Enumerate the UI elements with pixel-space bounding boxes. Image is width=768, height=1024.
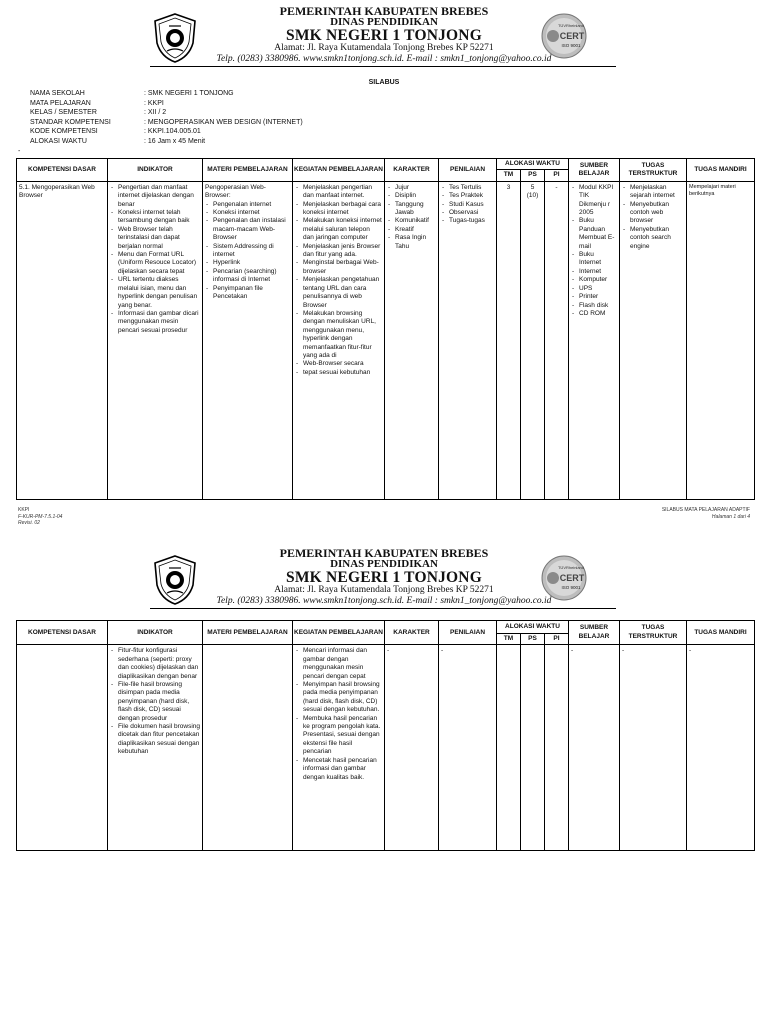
- cell-tm: [497, 181, 521, 499]
- list-item: - Komunikatif: [387, 217, 436, 225]
- th-kompetensi-dasar: KOMPETENSI DASAR: [17, 159, 108, 182]
- empty-dash: -: [441, 647, 444, 655]
- th-materi: MATERI PEMBELAJARAN: [203, 621, 293, 645]
- iso-text: ISO 9001: [561, 585, 581, 590]
- header-department: DINAS PENDIDIKAN: [330, 16, 438, 28]
- header-rule: [150, 608, 616, 609]
- header-department: DINAS PENDIDIKAN: [330, 558, 438, 570]
- tugas-mandiri-text: Mempelajari materi berikutnya: [689, 183, 736, 197]
- info-label: STANDAR KOMPETENSI: [30, 118, 111, 126]
- list-item: - Membuka hasil pencarian ke program pengolah kata. Presentasi, sesuai dengan ekstensi file hasil pencarian: [295, 715, 382, 757]
- cell-penilaian: [439, 181, 497, 499]
- th-karakter: KARAKTER: [385, 159, 439, 182]
- header-rule: [150, 66, 616, 67]
- th-kegiatan: KEGIATAN PEMBELAJARAN: [293, 159, 385, 182]
- cell-sumber-belajar: [569, 645, 620, 851]
- list-item: - Buku Internet: [571, 251, 617, 268]
- info-value: : SMK NEGERI 1 TONJONG: [144, 90, 234, 97]
- th-alokasi-waktu: ALOKASI WAKTU: [497, 159, 569, 170]
- list-item: - Printer: [571, 293, 617, 301]
- info-label: MATA PELAJARAN: [30, 99, 91, 107]
- th-indikator: INDIKATOR: [108, 159, 203, 182]
- cell-kompetensi-dasar: [17, 645, 108, 851]
- syllabus-table: [16, 620, 755, 851]
- list-item: - Flash disk: [571, 302, 617, 310]
- kd-text: 5.1. Mengoperasikan Web Browser: [19, 183, 95, 200]
- list-item: - Modul KKPI TIK Dikmenju r 2005: [571, 184, 617, 218]
- list-item: - Pengertian dan manfaat internet dijelaskan dengan benar: [110, 184, 200, 209]
- list-item: - Fitur-fitur konfigurasi sederhana (seperti: proxy dan cookies) dijelaskan dan diaplikasikan dengan benar: [110, 647, 200, 681]
- list-item: - Mencetak hasil pencarian informasi dan gambar dengan kualitas baik.: [295, 757, 382, 782]
- list-item: - Web-Browser secara: [295, 360, 382, 368]
- list-item: - Menjelaskan berbagai cara koneksi internet: [295, 201, 382, 218]
- list-item: - Kreatif: [387, 226, 436, 234]
- list-item: - Rasa Ingin Tahu: [387, 234, 436, 251]
- tuv-cert-seal: [541, 13, 587, 59]
- info-row: [30, 99, 303, 109]
- list-item: - Koneksi internet: [205, 209, 290, 217]
- th-materi: MATERI PEMBELAJARAN: [203, 159, 293, 182]
- footer-left: [18, 507, 62, 527]
- list-item: - Jujur: [387, 184, 436, 192]
- iso-text: ISO 9001: [561, 43, 581, 48]
- footer-revision: Revisi. 02: [18, 520, 40, 526]
- list-item: - File-file hasil browsing disimpan pada media penyimpanan (hard disk, flash disk, CD) sesuai dengan prosedur: [110, 681, 200, 723]
- cell-kegiatan: [293, 181, 385, 499]
- footer-subject: KKPI: [18, 507, 30, 513]
- list-item: - Web Browser telah terinstalasi dan dapat berjalan normal: [110, 226, 200, 251]
- list-item: - Koneksi internet telah tersambung dengan baik: [110, 209, 200, 226]
- footer-right: [662, 507, 750, 520]
- list-item: - Studi Kasus: [441, 201, 494, 209]
- syllabus-info: [30, 89, 303, 147]
- list-item: - Hyperlink: [205, 259, 290, 267]
- list-item: - Tugas-tugas: [441, 217, 494, 225]
- info-value: : 16 Jam x 45 Menit: [144, 137, 206, 145]
- cell-penilaian: [439, 645, 497, 851]
- tm-value: 3: [506, 183, 511, 191]
- cell-karakter: [385, 645, 439, 851]
- info-label: NAMA SEKOLAH: [30, 90, 85, 97]
- th-penilaian: PENILAIAN: [439, 621, 497, 645]
- letterhead: [0, 0, 768, 62]
- empty-dash: -: [689, 647, 692, 655]
- header-contact: Telp. (0283) 3380986. www.smkn1tonjong.sch.id. E-mail : smkn1_tonjong@yahoo.co.id: [216, 54, 552, 64]
- empty-dash: -: [571, 647, 574, 655]
- footer-form-code: F-KUR-PM-7.5.1-04: [18, 513, 63, 520]
- stray-dash: -: [18, 148, 21, 155]
- list-item: - Menjelaskan pengetahuan tentang URL dan cara penulisannya di web Browser: [295, 276, 382, 310]
- info-label: KODE KOMPETENSI: [30, 128, 98, 136]
- th-pi: PI: [545, 634, 569, 645]
- cell-karakter: [385, 181, 439, 499]
- letterhead: [0, 542, 768, 604]
- tuv-cert-seal: [541, 555, 587, 601]
- list-item: - Pengenalan dan instalasi macam-macam Web-Browser: [205, 217, 290, 242]
- cert-text: CERT: [559, 31, 585, 41]
- info-row: [30, 108, 303, 118]
- cert-text: CERT: [559, 573, 585, 583]
- cell-ps: [521, 645, 545, 851]
- cell-tugas-mandiri: [687, 181, 755, 499]
- header-contact: Telp. (0283) 3380986. www.smkn1tonjong.sch.id. E-mail : smkn1_tonjong@yahoo.co.id: [216, 596, 552, 606]
- list-item: - UPS: [571, 285, 617, 293]
- th-kegiatan: KEGIATAN PEMBELAJARAN: [293, 621, 385, 645]
- list-item: - Informasi dan gambar dicari menggunakan mesin pencari sesuai prosedur: [110, 310, 200, 335]
- ps-value-sub: (10): [526, 192, 539, 200]
- th-tugas-mandiri: TUGAS MANDIRI: [687, 621, 755, 645]
- th-indikator: INDIKATOR: [108, 621, 203, 645]
- th-alokasi-waktu: ALOKASI WAKTU: [497, 621, 569, 634]
- list-item: - Melakukan browsing dengan menuliskan URL, menggunakan menu, hyperlink dengan memanfaatkan fitur-fitur yang ada di: [295, 310, 382, 360]
- list-item: - Buku Panduan Membuat E-mail: [571, 217, 617, 251]
- cell-materi: [203, 181, 293, 499]
- th-sumber-belajar: SUMBER BELAJAR: [569, 621, 620, 645]
- list-item: - Menyimpan hasil browsing pada media penyimpanan (hard disk, flash disk, CD) sesuai dengan kebutuhan.: [295, 681, 382, 715]
- list-item: - Menu dan Format URL (Uniform Resouce Locator) dijelaskan secara tepat: [110, 251, 200, 276]
- empty-dash: -: [387, 647, 390, 655]
- header-address: Alamat: Jl. Raya Kutamendala Tonjong Brebes KP 52271: [274, 43, 494, 53]
- th-tm: TM: [497, 634, 521, 645]
- materi-intro: Pengoperasian Web-Browser:: [205, 183, 266, 200]
- info-label: KELAS / SEMESTER: [30, 109, 97, 117]
- list-item: - Melakukan koneksi internet melalui saluran telepon dan jaringan computer: [295, 217, 382, 242]
- cert-brand-text: TÜVRheinland: [557, 23, 585, 28]
- cell-tugas-terstruktur: [620, 645, 687, 851]
- list-item: - Tanggung Jawab: [387, 201, 436, 218]
- pi-value: -: [555, 183, 558, 191]
- th-kompetensi-dasar: KOMPETENSI DASAR: [17, 621, 108, 645]
- info-value: : KKPI: [144, 99, 164, 107]
- header-government: PEMERINTAH KABUPATEN BREBES: [279, 4, 489, 18]
- info-row: [30, 89, 303, 99]
- th-tugas-terstruktur: TUGAS TERSTRUKTUR: [620, 159, 687, 182]
- list-item: - Disiplin: [387, 192, 436, 200]
- list-item: - Penyimpanan file Pencetakan: [205, 285, 290, 302]
- th-tugas-mandiri: TUGAS MANDIRI: [687, 159, 755, 182]
- info-value: : XII / 2: [144, 109, 167, 117]
- header-address: Alamat: Jl. Raya Kutamendala Tonjong Brebes KP 52271: [274, 585, 494, 595]
- cell-kegiatan: [293, 645, 385, 851]
- list-item: - Menjelaskan pengertian dan manfaat internet.: [295, 184, 382, 201]
- header-school-name: SMK NEGERI 1 TONJONG: [286, 569, 482, 586]
- list-item: - Tes Praktek: [441, 192, 494, 200]
- list-item: - tepat sesuai kebutuhan: [295, 369, 382, 377]
- list-item: - Menjelaskan sejarah internet: [622, 184, 684, 201]
- list-item: - Observasi: [441, 209, 494, 217]
- list-item: - Mencari informasi dan gambar dengan menggunakan mesin pencari dengan cepat: [295, 647, 382, 681]
- th-sumber-belajar: SUMBER BELAJAR: [569, 159, 620, 182]
- ps-value: 5: [530, 183, 535, 191]
- page-2: [0, 542, 768, 781]
- empty-dash: -: [622, 647, 625, 655]
- footer-doc-name: SILABUS MATA PELAJARAN ADAPTIF: [661, 507, 750, 513]
- info-value: : MENGOPERASIKAN WEB DESIGN (INTERNET): [144, 118, 303, 126]
- cell-tugas-terstruktur: [620, 181, 687, 499]
- footer-page-number: Halaman 1 dari 4: [711, 513, 750, 520]
- th-pi: PI: [545, 170, 569, 181]
- th-ps: PS: [521, 634, 545, 645]
- list-item: - Menjelaskan jenis Browser dan fitur yang ada.: [295, 243, 382, 260]
- cell-tugas-mandiri: [687, 645, 755, 851]
- list-item: - Pengenalan internet: [205, 201, 290, 209]
- th-karakter: KARAKTER: [385, 621, 439, 645]
- info-value: : KKPI.104.005.01: [144, 128, 201, 136]
- info-label: ALOKASI WAKTU: [30, 137, 87, 145]
- th-penilaian: PENILAIAN: [439, 159, 497, 182]
- th-tm: TM: [497, 170, 521, 181]
- document-title: SILABUS: [368, 79, 400, 86]
- cell-ps: [521, 181, 545, 499]
- header-government: PEMERINTAH KABUPATEN BREBES: [279, 546, 489, 560]
- th-tugas-terstruktur: TUGAS TERSTRUKTUR: [620, 621, 687, 645]
- list-item: - Komputer: [571, 276, 617, 284]
- list-item: - Internet: [571, 268, 617, 276]
- th-ps: PS: [521, 170, 545, 181]
- list-item: - Sistem Addressing di internet: [205, 243, 290, 260]
- list-item: - File dokumen hasil browsing dicetak dan fitur pencetakan diaplikasikan sesuai dengan kebutuhan: [110, 723, 200, 757]
- list-item: - Pencarian (searching) informasi di Internet: [205, 268, 290, 285]
- list-item: - Menyebutkan contoh web browser: [622, 201, 684, 226]
- header-school-name: SMK NEGERI 1 TONJONG: [286, 27, 482, 44]
- cell-pi: [545, 181, 569, 499]
- cell-tm: [497, 645, 521, 851]
- info-row: [30, 118, 303, 128]
- list-item: - Tes Tertulis: [441, 184, 494, 192]
- cell-indikator: [108, 181, 203, 499]
- list-item: - CD ROM: [571, 310, 617, 318]
- list-item: - Menyebutkan contoh search engine: [622, 226, 684, 251]
- cell-pi: [545, 645, 569, 851]
- info-row: [30, 137, 303, 147]
- cell-materi: [203, 645, 293, 851]
- list-item: - URL tertentu diakses melalui isian, menu dan hyperlink dengan penulisan yang benar.: [110, 276, 200, 310]
- list-item: - Menginstal berbagai Web-browser: [295, 259, 382, 276]
- syllabus-table: [16, 158, 755, 500]
- cert-brand-text: TÜVRheinland: [557, 565, 585, 570]
- cell-indikator: [108, 645, 203, 851]
- cell-kompetensi-dasar: [17, 181, 108, 499]
- table-row: [17, 181, 755, 499]
- cell-sumber-belajar: [569, 181, 620, 499]
- table-row: [17, 645, 755, 851]
- info-row: [30, 127, 303, 137]
